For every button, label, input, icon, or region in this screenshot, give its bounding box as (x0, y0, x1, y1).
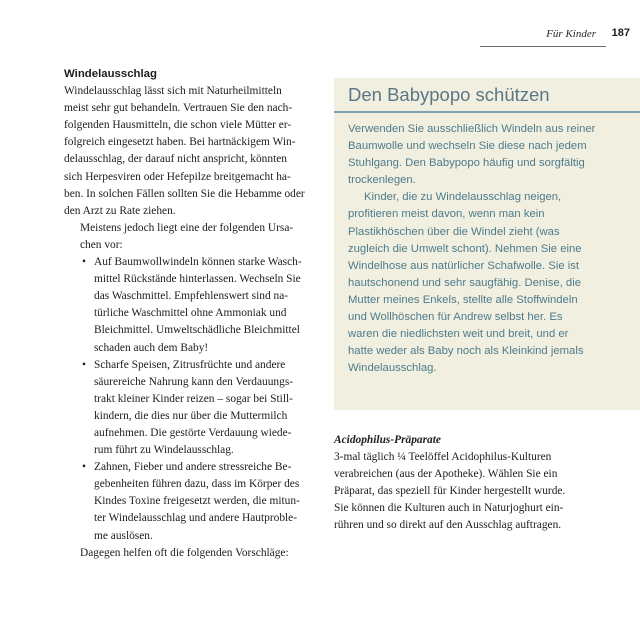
text-line: Präparat, das speziell für Kinder hergestellt wurde. (334, 485, 566, 498)
text-line: Plastikhöschen über die Windel zieht (was (348, 225, 560, 238)
text-line: trakt kleiner Kinder reizen – sogar bei Still- (94, 392, 293, 405)
text-line: Auf Baumwollwindeln können starke Wasch- (94, 256, 302, 269)
text-line: profitieren meist davon, wenn man kein (348, 208, 545, 221)
running-head-rule (480, 46, 606, 47)
text-line: gebenheiten führen dazu, dass im Körper des (94, 478, 300, 491)
causes-list (64, 254, 316, 545)
text-line: rum führt zu Windelausschlag. (94, 444, 234, 457)
list-item-text (94, 254, 316, 357)
text-line: Stuhlgang. Den Babypopo häufig und sorgfältig (348, 157, 585, 170)
text-line: ter Windelausschlag und andere Hautproble- (94, 512, 298, 525)
closing-paragraph: Dagegen helfen oft die folgenden Vorschläge: (80, 546, 289, 559)
text-line: Windelausschlag lässt sich mit Naturheilmitteln (64, 85, 282, 98)
text-line: chen vor: (80, 238, 123, 251)
text-line: Baumwolle und wechseln Sie diese nach jedem (348, 140, 587, 153)
list-item-text (94, 357, 316, 460)
text-line: Zahnen, Fieber und andere stressreiche Be- (94, 461, 292, 474)
remedy-paragraph (334, 449, 586, 534)
list-item (82, 254, 316, 357)
list-item-text (94, 459, 316, 544)
text-line: Scharfe Speisen, Zitrusfrüchte und andere (94, 358, 286, 371)
text-line: Kinder, die zu Windelausschlag neigen, (364, 191, 562, 204)
text-line: das Waschmittel. Empfehlenswert sind na- (94, 290, 289, 303)
page-number: 187 (611, 27, 630, 39)
text-line: sich Herpesviren oder Hefepilze breitgemacht ha- (64, 170, 291, 183)
text-line: waren die niedlichsten weit und breit, und er (348, 328, 569, 341)
text-line: 3-mal täglich ¼ Teelöffel Acidophilus-Kulturen (334, 451, 552, 464)
text-line: ben. In solchen Fällen sollten Sie die Hebamme oder (64, 187, 305, 200)
box-paragraph (348, 189, 632, 377)
bullet-icon: • (82, 358, 86, 371)
causes-paragraph (64, 220, 316, 254)
text-line: me auslösen. (94, 529, 153, 542)
intro-paragraph (64, 83, 316, 220)
left-column (64, 66, 316, 562)
running-head-title: Für Kinder (546, 28, 596, 40)
text-line: Bleichmittel. Umweltschädliche Bleichmittel (94, 324, 300, 337)
text-line: zugleich die Umwelt schont). Nehmen Sie eine (348, 242, 582, 255)
text-line: türliche Waschmittel ohne Ammoniak und (94, 307, 287, 320)
text-line: kindern, die dies nur über die Muttermilch (94, 409, 288, 422)
box-body (348, 121, 632, 377)
box-title-rule (334, 111, 640, 113)
remedy-section (334, 432, 586, 535)
text-line: Meistens jedoch liegt eine der folgenden Ursa- (80, 221, 294, 234)
text-line: meist sehr gut behandeln. Vertrauen Sie den nach- (64, 102, 293, 115)
text-line: aufnehmen. Die gestörte Verdauung wiede- (94, 426, 292, 439)
text-line: Sie können die Kulturen auch in Naturjoghurt ein- (334, 502, 564, 515)
sidebar-box (334, 78, 640, 410)
text-line: folgenden Hausmitteln, die schon viele Mütter er- (64, 119, 292, 132)
text-line: Kindes Toxine freigesetzt werden, die mitun- (94, 495, 300, 508)
text-line: mittel Rückstände hinterlassen. Wechseln Sie (94, 273, 301, 286)
list-item (82, 357, 316, 460)
text-line: Windelausschlag. (348, 362, 437, 375)
text-line: hautschonend und sehr saugfähig. Denise, die (348, 276, 582, 289)
text-line: Verwenden Sie ausschließlich Windeln aus reiner (348, 123, 596, 135)
text-line: und Wollhöschen für Andrew selbst her. Es (348, 311, 563, 324)
running-head (480, 24, 640, 48)
list-item (82, 459, 316, 544)
bullet-icon: • (82, 461, 86, 474)
text-line: schaden auch dem Baby! (94, 341, 209, 354)
text-line: trockenlegen. (348, 174, 416, 187)
section-heading: Windelausschlag (64, 68, 157, 80)
text-line: Mutter meines Enkels, stellte alle Stoffwindeln (348, 293, 578, 306)
text-line: hatte weder als Baby noch als Kleinkind jemals (348, 345, 584, 358)
box-title: Den Babypopo schützen (348, 84, 550, 105)
text-line: Windelhose aus natürlicher Schafwolle. Sie ist (348, 259, 580, 272)
text-line: folgreich eingesetzt haben. Bei hartnäckigem Win- (64, 136, 296, 149)
text-line: rühren und so direkt auf den Ausschlag auftragen. (334, 519, 562, 532)
bullet-icon: • (82, 256, 86, 269)
text-line: den Arzt zu Rate ziehen. (64, 204, 176, 217)
text-line: delausschlag, der darauf nicht anspricht, könnten (64, 153, 287, 166)
remedy-heading: Acidophilus-Präparate (334, 434, 441, 446)
box-paragraph (348, 121, 632, 189)
text-line: verabreichen (aus der Apotheke). Wählen Sie ein (334, 468, 558, 481)
text-line: säurereiche Nahrung kann den Verdauungs- (94, 375, 294, 388)
